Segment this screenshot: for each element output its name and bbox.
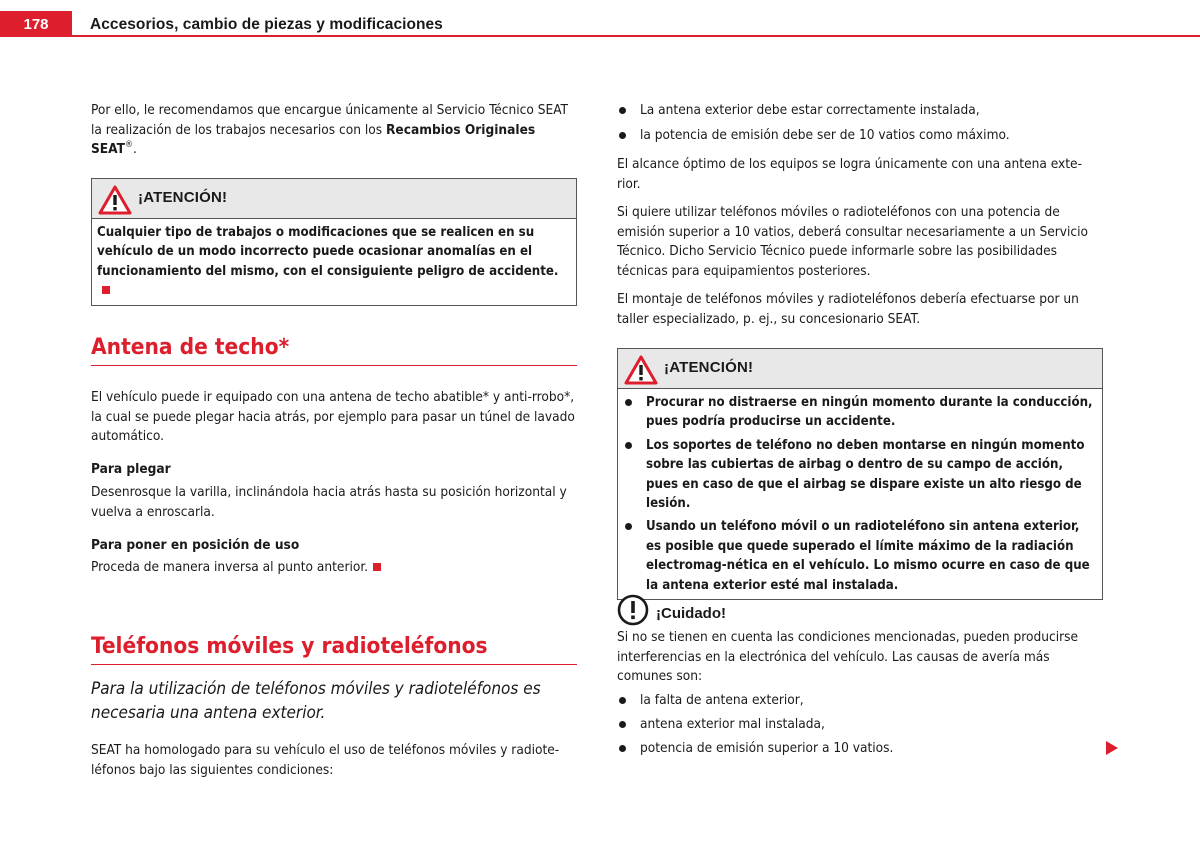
intro-paragraph	[91, 101, 577, 160]
intro-bold-text: Recambios Originales SEAT	[91, 121, 536, 158]
warning-box-2	[617, 348, 1103, 600]
subheading-fold: Para plegar	[91, 461, 171, 477]
list-item: La antena exterior debe estar correctamente instalada,	[617, 101, 1103, 121]
warning-title: ¡ATENCIÓN!	[664, 359, 754, 376]
warning-title: ¡ATENCIÓN!	[138, 189, 228, 206]
intro-text: Por ello, le recomendamos que encargue únicamente al Servicio Técnico SEAT la realización de los trabajos necesarios con los	[91, 102, 569, 138]
list-item: la falta de antena exterior,	[617, 691, 1103, 711]
phones-paragraph: SEAT ha homologado para su vehículo el uso de teléfonos móviles y radiote-léfonos bajo las siguientes condiciones:	[91, 742, 560, 778]
section-heading-roof-antenna: Antena de techo*	[91, 333, 577, 366]
warning-triangle-icon	[98, 185, 132, 215]
range-paragraph: El alcance óptimo de los equipos se logra únicamente con una antena exte-rior.	[617, 156, 1082, 192]
warning-item: Usando un teléfono móvil o un radioteléfono sin antena exterior, es posible que quede superado el límite máximo de la radiación electromag-nética en el vehículo. Lo mismo ocurre en caso de que la antena exterior esté mal instalada.	[623, 517, 1096, 595]
end-of-section-icon	[102, 286, 110, 294]
chapter-title: Accesorios, cambio de piezas y modificaciones	[90, 16, 443, 33]
roof-antenna-paragraph: El vehículo puede ir equipado con una antena de techo abatible* y anti-rrobo*, la cual se puede plegar hacia atrás, por ejemplo para pasar un túnel de lavado automático.	[91, 389, 575, 445]
fold-paragraph: Desenrosque la varilla, inclinándola hacia atrás hasta su posición horizontal y vuelva a enroscarla.	[91, 484, 567, 520]
warning-body	[92, 219, 576, 305]
list-item: la potencia de emisión debe ser de 10 vatios como máximo.	[617, 126, 1103, 146]
phones-intro: Para la utilización de teléfonos móviles y radioteléfonos es necesaria una antena exterior.	[91, 679, 541, 723]
warning-text: Cualquier tipo de trabajos o modificaciones que se realicen en su vehículo de un modo incorrecto puede ocasionar anomalías en el funcionamiento del mismo, con el consiguiente peligro de accidente.	[97, 225, 559, 279]
section-heading-phones: Teléfonos móviles y radioteléfonos	[91, 632, 577, 665]
list-item: potencia de emisión superior a 10 vatios.	[617, 739, 1103, 759]
list-item: antena exterior mal instalada,	[617, 715, 1103, 735]
warning-header	[618, 349, 1102, 389]
page-number: 178	[0, 11, 72, 37]
warning-box-1	[91, 178, 577, 306]
header-rule	[72, 35, 1200, 37]
intro-end: .	[133, 141, 137, 158]
exclamation-circle-icon	[617, 594, 649, 626]
caution-title: ¡Cuidado!	[656, 605, 726, 622]
warning-item: Los soportes de teléfono no deben montarse en ningún momento sobre las cubiertas de airbag o dentro de su campo de acción, pues en caso de que el airbag se dispare existe un alto riesgo de lesión.	[623, 436, 1096, 514]
end-of-section-icon	[373, 563, 381, 571]
registered-mark: ®	[124, 140, 134, 151]
conditions-list	[617, 101, 1103, 145]
use-position-paragraph	[91, 558, 577, 578]
installation-paragraph: El montaje de teléfonos móviles y radioteléfonos debería efectuarse por un taller especializado, p. ej., su concesionario SEAT.	[617, 291, 1079, 327]
subheading-use-position: Para poner en posición de uso	[91, 537, 300, 553]
caution-paragraph: Si no se tienen en cuenta las condiciones mencionadas, pueden producirse interferencias en la electrónica del vehículo. Las causas de avería más comunes son:	[617, 629, 1079, 685]
page-header	[0, 0, 1200, 40]
next-page-arrow-icon	[1106, 741, 1118, 755]
warning-triangle-icon	[624, 355, 658, 385]
use-position-text: Proceda de manera inversa al punto anterior.	[91, 559, 369, 575]
warning-body	[618, 389, 1102, 599]
caution-list	[617, 691, 1103, 759]
power-paragraph: Si quiere utilizar teléfonos móviles o radioteléfonos con una potencia de emisión superior a 10 vatios, deberá consultar necesariamente a un Servicio Técnico. Dicho Servicio Técnico puede informarle sobre las posibilidades técnicas para equipamientos posteriores.	[617, 204, 1089, 279]
warning-header	[92, 179, 576, 219]
warning-item: Procurar no distraerse en ningún momento durante la conducción, pues podría producirse un accidente.	[623, 393, 1096, 432]
